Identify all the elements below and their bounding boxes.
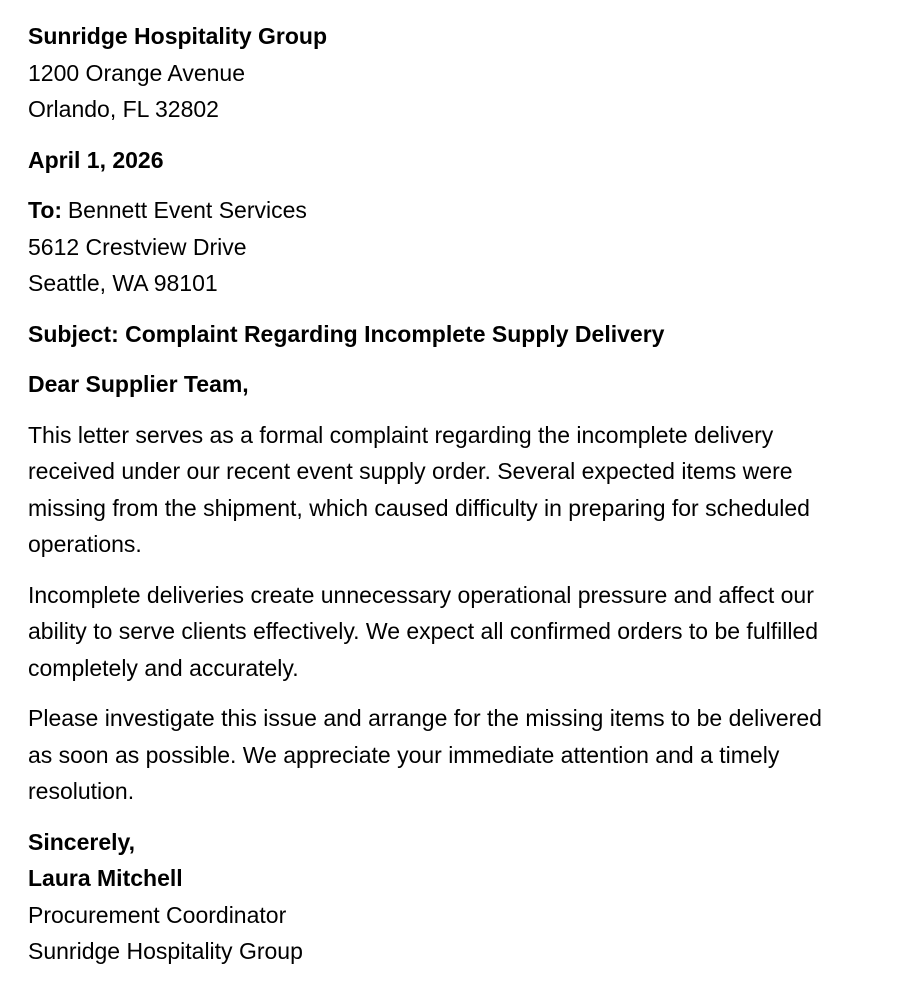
subject-line: Subject: Complaint Regarding Incomplete Supply Delivery: [28, 320, 665, 347]
recipient-address-line2: Seattle, WA 98101: [28, 270, 218, 296]
body-paragraph-1: [28, 417, 872, 563]
body-paragraph-2: [28, 577, 872, 687]
subject-block: [28, 316, 872, 353]
salutation-block: [28, 366, 872, 403]
paragraph-line: completely and accurately.: [28, 654, 299, 681]
closing-signoff: Sincerely,: [28, 828, 135, 855]
paragraph-line: ability to serve clients effectively. We expect all confirmed orders to be fulfilled: [28, 618, 819, 644]
paragraph-line: as soon as possible. We appreciate your immediate attention and a timely: [28, 741, 780, 768]
sender-block: [28, 18, 872, 128]
closing-block: [28, 824, 872, 970]
closing-company: Sunridge Hospitality Group: [28, 938, 303, 964]
sender-address-line1: 1200 Orange Avenue: [28, 59, 245, 86]
date-block: [28, 142, 872, 179]
paragraph-line: missing from the shipment, which caused difficulty in preparing for scheduled: [28, 494, 810, 521]
letter-date: April 1, 2026: [28, 146, 164, 173]
paragraph-line: resolution.: [28, 778, 135, 804]
recipient-address-line1: 5612 Crestview Drive: [28, 233, 247, 260]
recipient-label: To:: [28, 197, 63, 223]
closing-title: Procurement Coordinator: [28, 901, 287, 928]
paragraph-line: Please investigate this issue and arrange for the missing items to be delivered: [28, 705, 822, 731]
sender-company: Sunridge Hospitality Group: [28, 23, 328, 49]
recipient-line: [28, 192, 872, 229]
recipient-block: [28, 192, 872, 302]
body-paragraph-3: [28, 700, 872, 810]
paragraph-line: This letter serves as a formal complaint regarding the incomplete delivery: [28, 421, 774, 448]
paragraph-line: Incomplete deliveries create unnecessary operational pressure and affect our: [28, 581, 814, 608]
closing-name: Laura Mitchell: [28, 865, 183, 891]
paragraph-line: received under our recent event supply order. Several expected items were: [28, 458, 793, 484]
paragraph-line: operations.: [28, 531, 142, 557]
sender-address-line2: Orlando, FL 32802: [28, 96, 219, 122]
recipient-name: Bennett Event Services: [67, 197, 307, 223]
salutation: Dear Supplier Team,: [28, 371, 249, 397]
